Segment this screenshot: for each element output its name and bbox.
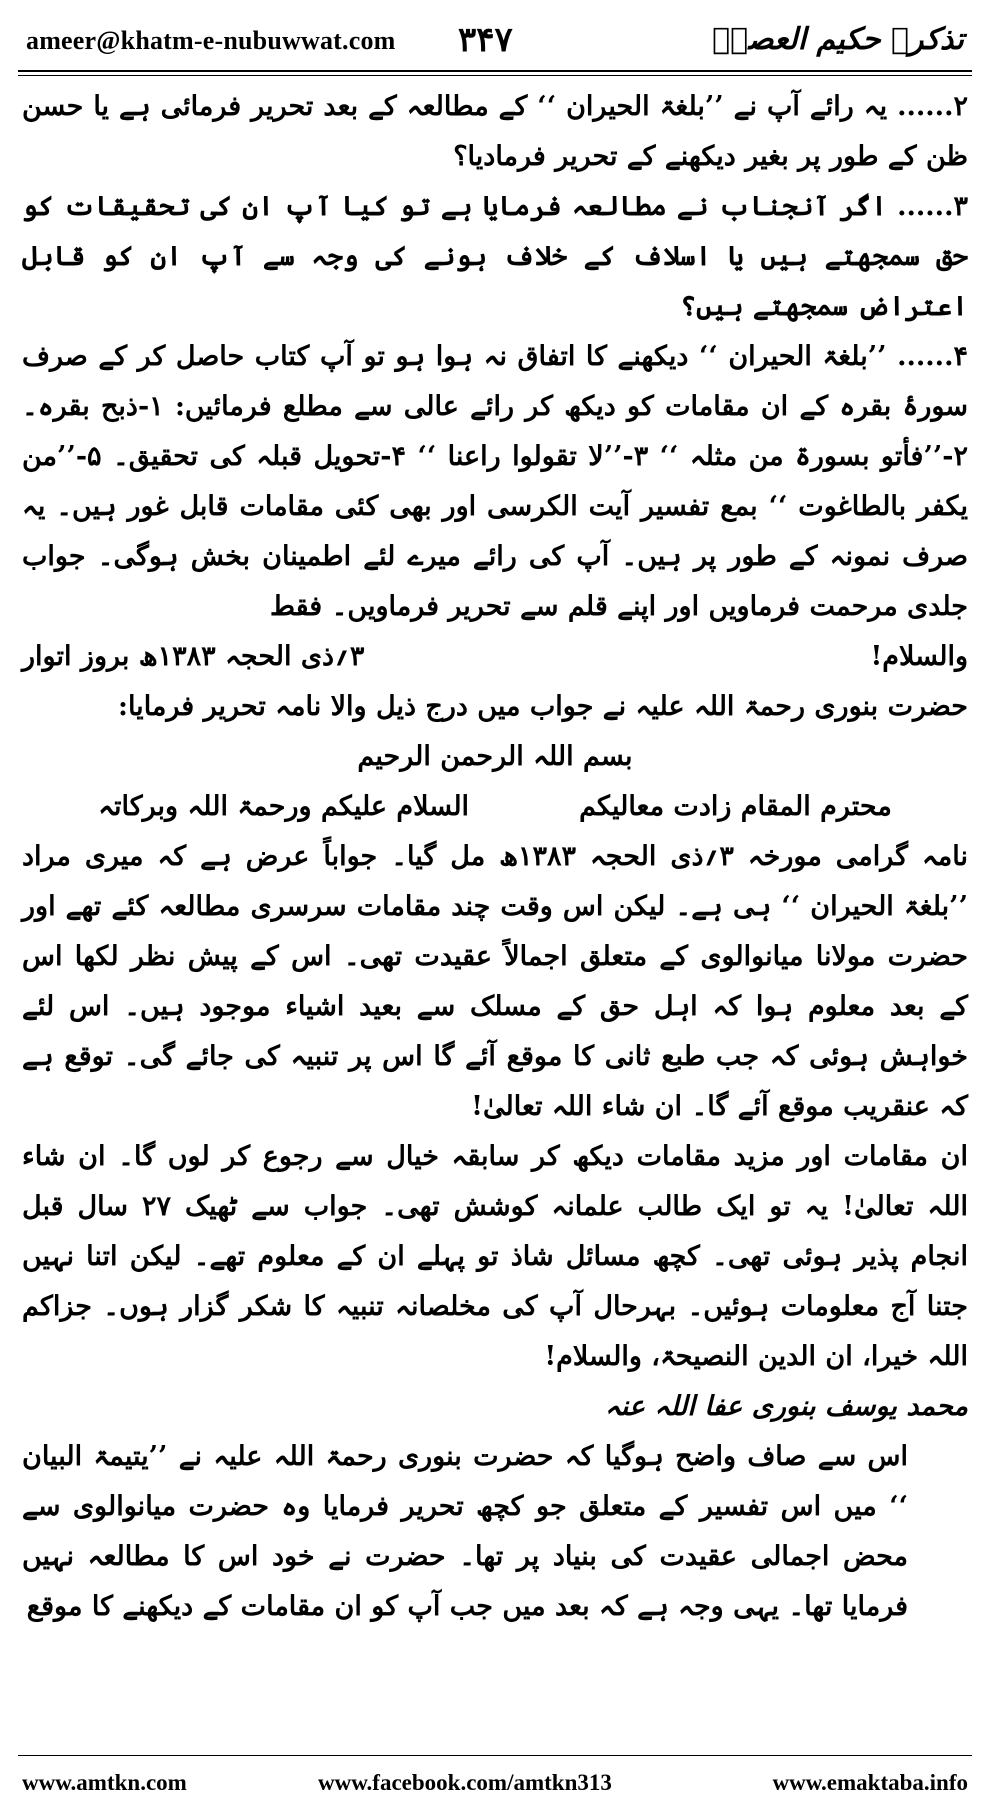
page-body bbox=[22, 82, 968, 1722]
page-footer bbox=[18, 1766, 972, 1802]
reply-intro: حضرت بنوری رحمۃ اللہ علیہ نے جواب میں درج ذیل والا نامہ تحریر فرمایا: bbox=[117, 691, 968, 722]
letter-date: ۳؍ذی الحجہ ۱۳۸۳ھ بروز اتوار bbox=[22, 641, 365, 672]
header-rule bbox=[18, 70, 972, 76]
footer-link-emaktaba[interactable]: www.emaktaba.info bbox=[772, 1770, 968, 1795]
salutation-left: السلام علیکم ورحمۃ اللہ وبرکاتہ bbox=[98, 791, 470, 822]
closing-date-line bbox=[22, 632, 968, 682]
salutation-row bbox=[22, 782, 968, 832]
reply-paragraph-2: ان مقامات اور مزید مقامات دیکھ کر سابقہ خیال سے رجوع کر لوں گا۔ ان شاء اللہ تعالیٰ! یہ تو ایک طالب علمانہ کوشش تھی۔ جواب سے ٹھیک ۲۷ سال قبل انجام پذیر ہوئی تھی۔ کچھ مسائل شاذ تو پہلے ان کے معلوم تھے۔ لیکن اتنا نہیں جتنا آج معلومات ہوئیں۔ بہرحال آپ کی مخلصانہ تنبیہ کا شکر گزار ہوں۔ جزاکم اللہ خیرا، ان الدین النصیحۃ، والسلام! bbox=[22, 1141, 968, 1372]
page-header bbox=[18, 14, 972, 72]
footer-link-amtkn[interactable]: www.amtkn.com bbox=[22, 1770, 187, 1795]
reply-paragraph-1: نامہ گرامی مورخہ ۳؍ذی الحجہ ۱۳۸۳ھ مل گیا۔ جواباً عرض ہے کہ میری مراد ’’بلغۃ الحیران ‘‘ ہی ہے۔ لیکن اس وقت چند مقامات سرسری مطالعہ کئے تھے اور حضرت مولانا میانوالوی کے متعلق اجمالاً عقیدت تھی۔ اس کے پیش نظر لکھا اس کے بعد معلوم ہوا کہ اہل حق کے مسلک سے بعید اشیاء موجود ہیں۔ اس لئے خواہش ہوئی کہ جب طبع ثانی کا موقع آئے گا اس پر تنبیہ کی جائے گی۔ توقع ہے کہ عنقریب موقع آئے گا۔ ان شاء اللہ تعالیٰ! bbox=[22, 841, 969, 1122]
paragraph-question-4: ۴...... ’’بلغۃ الحیران ‘‘ دیکھنے کا اتفاق نہ ہوا ہو تو آپ کتاب حاصل کر کے صرف سورۂ بقرہ کے ان مقامات کو دیکھ کر رائے عالی سے مطلع فرمائیں: ۱-ذبح بقرہ۔ ۲-’’فأتو بسورۃ من مثلہ ‘‘ ۳-’’لا تقولوا راعنا ‘‘ ۴-تحویل قبلہ کی تحقیق۔ ۵-’’من یکفر بالطاغوت ‘‘ بمع تفسیر آیت الکرسی اور بھی کئی مقامات قابل غور ہیں۔ یہ صرف نمونہ کے طور پر ہیں۔ آپ کی رائے میرے لئے اطمینان بخش ہوگی۔ جواب جلدی مرحمت فرماویں اور اپنے قلم سے تحریر فرماویں۔ فقط bbox=[22, 341, 968, 622]
book-title: تذکرہ حکیم العصرؒ bbox=[712, 22, 964, 57]
bismillah: بسم اللہ الرحمن الرحیم bbox=[357, 741, 633, 772]
salutation-right: محترم المقام زادت معالیکم bbox=[579, 791, 892, 822]
footer-link-facebook[interactable]: www.facebook.com/amtkn313 bbox=[318, 1770, 612, 1795]
paragraph-question-3: ۳...... اگر آنجناب نے مطالعہ فرمایا ہے تو کیا آپ ان کی تحقیقات کو حق سمجھتے ہیں یا اسلاف کے خلاف ہونے کی وجہ سے آپ ان کو قابل اعتراض سمجھتے ہیں؟ bbox=[22, 191, 968, 322]
footer-rule bbox=[18, 1755, 972, 1756]
header-email[interactable]: ameer@khatm-e-nubuwwat.com bbox=[26, 26, 396, 55]
closing-salam: والسلام! bbox=[870, 641, 968, 672]
signature: محمد یوسف بنوری عفا اللہ عنہ bbox=[604, 1391, 968, 1422]
page-number: ۳۴۷ bbox=[458, 20, 513, 60]
paragraph-question-2: ۲...... یہ رائے آپ نے ’’بلغۃ الحیران ‘‘ کے مطالعہ کے بعد تحریر فرمائی ہے یا حسن ظن کے طور پر بغیر دیکھنے کے تحریر فرمادیا؟ bbox=[22, 91, 968, 172]
conclusion-paragraph: اس سے صاف واضح ہوگیا کہ حضرت بنوری رحمۃ اللہ علیہ نے ’’یتیمۃ البیان ‘‘ میں اس تفسیر کے متعلق جو کچھ تحریر فرمایا وہ حضرت میانوالوی سے محض اجمالی عقیدت کی بنیاد پر تھا۔ حضرت نے خود اس کا مطالعہ نہیں فرمایا تھا۔ یہی وجہ ہے کہ بعد میں جب آپ کو ان مقامات کے دیکھنے کا موقع bbox=[22, 1441, 908, 1622]
